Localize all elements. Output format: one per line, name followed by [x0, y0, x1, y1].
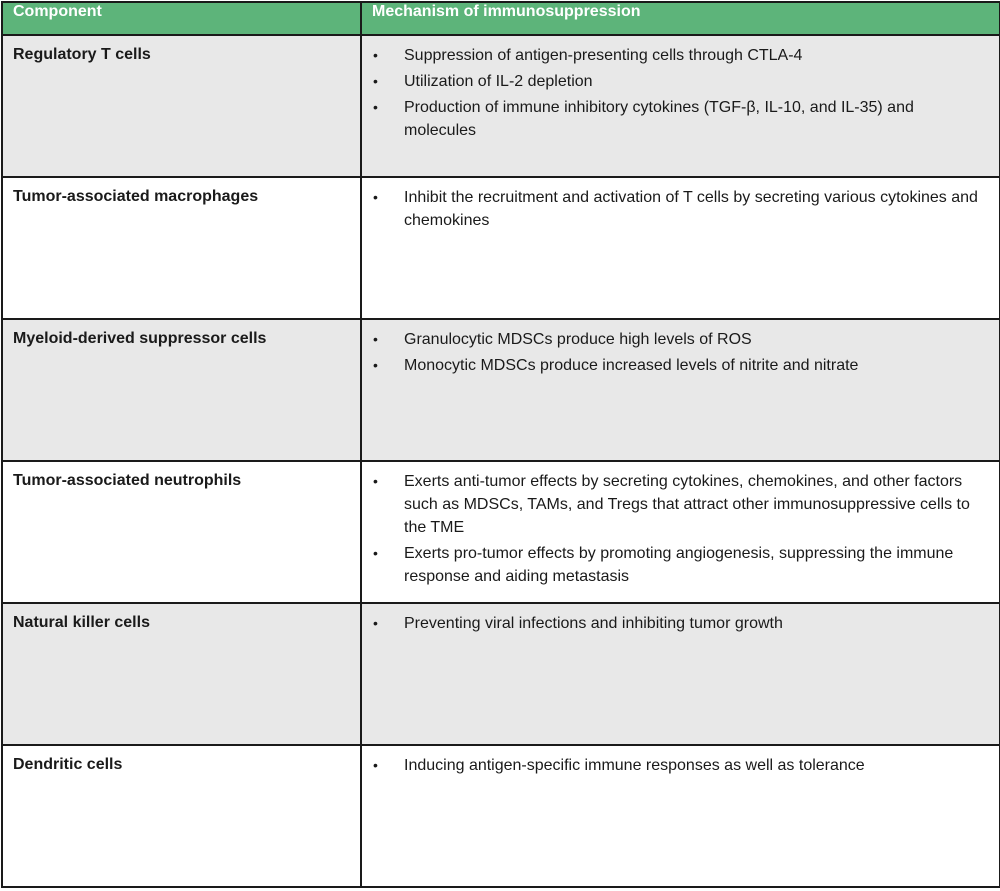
bullet-icon: •: [373, 357, 378, 373]
component-cell: [2, 603, 361, 745]
table-body: [2, 35, 1000, 887]
mechanism-cell: [361, 177, 1000, 319]
mechanism-cell: [361, 319, 1000, 461]
bullet-icon: •: [373, 189, 378, 205]
mechanism-item: [370, 186, 979, 232]
mechanism-text: Production of immune inhibitory cytokines (TGF-β, IL-10, and IL-35) and molecules: [404, 99, 914, 139]
table-header: [2, 2, 1000, 35]
mechanism-cell: [361, 35, 1000, 177]
mechanism-item: [370, 542, 979, 588]
component-name: Natural killer cells: [13, 614, 150, 631]
header-component: Component: [2, 2, 361, 35]
mechanism-item: [370, 470, 979, 539]
mechanism-item: [370, 328, 979, 351]
table-row: [2, 35, 1000, 177]
mechanism-cell: [361, 461, 1000, 603]
bullet-icon: •: [373, 545, 378, 561]
bullet-icon: •: [373, 757, 378, 773]
table-row: [2, 745, 1000, 887]
mechanism-item: [370, 96, 979, 142]
table-row: [2, 177, 1000, 319]
immunosuppression-table: [1, 1, 1000, 888]
component-cell: [2, 35, 361, 177]
mechanism-item: [370, 70, 979, 93]
component-name: Myeloid-derived suppressor cells: [13, 330, 267, 347]
component-cell: [2, 319, 361, 461]
mechanism-list: [370, 754, 979, 777]
component-name: Regulatory T cells: [13, 46, 151, 63]
component-name: Tumor-associated neutrophils: [13, 472, 242, 489]
bullet-icon: •: [373, 99, 378, 115]
mechanism-text: Preventing viral infections and inhibiting tumor growth: [404, 615, 783, 632]
mechanism-item: [370, 612, 979, 635]
bullet-icon: •: [373, 331, 378, 347]
header-row: [2, 2, 1000, 35]
mechanism-text: Inducing antigen-specific immune responses as well as tolerance: [404, 757, 865, 774]
bullet-icon: •: [373, 73, 378, 89]
table-row: [2, 319, 1000, 461]
mechanism-cell: [361, 603, 1000, 745]
table-row: [2, 603, 1000, 745]
mechanism-item: [370, 754, 979, 777]
component-name: Dendritic cells: [13, 756, 123, 773]
mechanism-text: Exerts anti-tumor effects by secreting cytokines, chemokines, and other factors such as MDSCs, TAMs, and Tregs that attract other immunosuppressive cells to the TME: [404, 473, 970, 536]
bullet-icon: •: [373, 47, 378, 63]
mechanism-text: Monocytic MDSCs produce increased levels of nitrite and nitrate: [404, 357, 859, 374]
mechanism-list: [370, 612, 979, 635]
mechanism-item: [370, 354, 979, 377]
component-cell: [2, 745, 361, 887]
mechanism-text: Suppression of antigen-presenting cells through CTLA-4: [404, 47, 803, 64]
mechanism-text: Utilization of IL-2 depletion: [404, 73, 593, 90]
header-mechanism: Mechanism of immunosuppression: [361, 2, 1000, 35]
mechanism-list: [370, 470, 979, 588]
mechanism-list: [370, 186, 979, 232]
mechanism-text: Inhibit the recruitment and activation of T cells by secreting various cytokines and chemokines: [404, 189, 978, 229]
bullet-icon: •: [373, 615, 378, 631]
mechanism-list: [370, 44, 979, 142]
bullet-icon: •: [373, 473, 378, 489]
mechanism-item: [370, 44, 979, 67]
mechanism-cell: [361, 745, 1000, 887]
mechanism-list: [370, 328, 979, 377]
component-name: Tumor-associated macrophages: [13, 188, 259, 205]
mechanism-text: Exerts pro-tumor effects by promoting angiogenesis, suppressing the immune response and aiding metastasis: [404, 545, 954, 585]
component-cell: [2, 461, 361, 603]
table-row: [2, 461, 1000, 603]
component-cell: [2, 177, 361, 319]
mechanism-text: Granulocytic MDSCs produce high levels of ROS: [404, 331, 752, 348]
